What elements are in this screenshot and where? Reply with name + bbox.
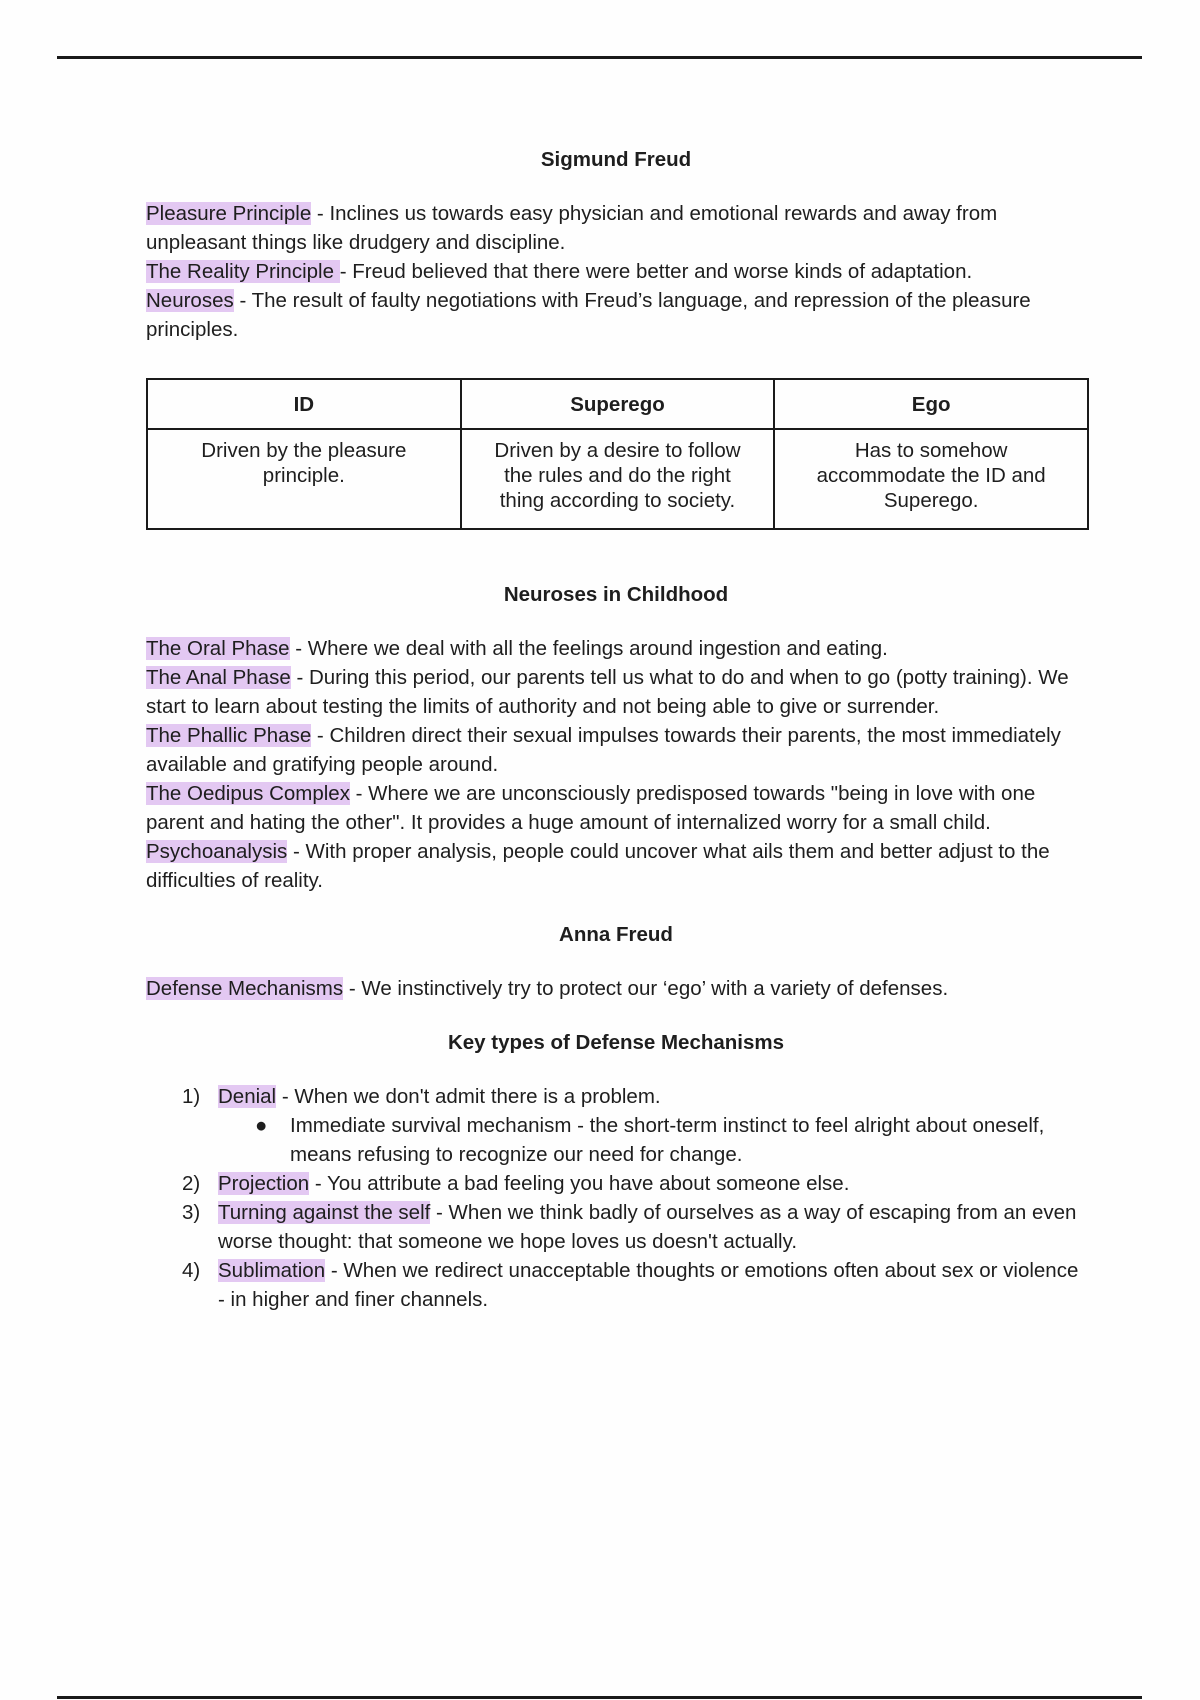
- header-ego: Ego: [774, 379, 1088, 429]
- list-item-projection: 2) Projection - You attribute a bad feeling you have about someone else.: [182, 1172, 850, 1195]
- id-superego-ego-table: [146, 378, 1089, 530]
- entry-pleasure-principle: Pleasure Principle - Inclines us towards easy physician and emotional rewards and away from unpleasant things like drudgery and discipline.: [146, 202, 998, 254]
- entry-oedipus-complex: The Oedipus Complex - Where we are unconsciously predisposed towards "being in love with one parent and hating the other". It provides a huge amount of internalized worry for a small child.: [146, 782, 1036, 834]
- list-item-turning-against-self: 3) Turning against the self - When we think badly of ourselves as a way of escaping from an even worse thought: that someone we hope loves us doesn't actually.: [182, 1201, 1077, 1253]
- heading-sigmund-freud: Sigmund Freud: [540, 148, 692, 171]
- term-highlight: Neuroses: [146, 289, 234, 312]
- document-body: [146, 145, 1086, 1314]
- bullet-icon: ●: [255, 1114, 268, 1137]
- term-highlight: The Phallic Phase: [146, 724, 312, 747]
- term-highlight: Psychoanalysis: [146, 840, 288, 863]
- term-highlight: The Reality Principle: [146, 260, 340, 283]
- term-highlight: Denial: [218, 1085, 277, 1108]
- list-item-denial: 1) Denial - When we don't admit there is a problem.: [182, 1085, 661, 1108]
- heading-key-defense-types: Key types of Defense Mechanisms: [447, 1031, 785, 1054]
- term-highlight: Defense Mechanisms: [146, 977, 344, 1000]
- sub-bullet-survival: ● Immediate survival mechanism - the short-term instinct to feel alright about oneself, means refusing to recognize our need for change.: [146, 1111, 1086, 1169]
- entry-reality-principle: The Reality Principle - Freud believed that there were better and worse kinds of adaptation.: [146, 260, 973, 283]
- cell-id: Driven by the pleasure principle.: [147, 429, 461, 529]
- cell-ego: Has to somehow accommodate the ID and Superego.: [774, 429, 1088, 529]
- entry-anal-phase: The Anal Phase - During this period, our parents tell us what to do and when to go (potty training). We start to learn about testing the limits of authority and not being able to give or surrender.: [146, 666, 1069, 718]
- cell-superego: Driven by a desire to follow the rules and do the right thing according to society.: [461, 429, 775, 529]
- entry-phallic-phase: The Phallic Phase - Children direct their sexual impulses towards their parents, the most immediately available and gratifying people around.: [146, 724, 1061, 776]
- term-highlight: Projection: [218, 1172, 310, 1195]
- heading-anna-freud: Anna Freud: [559, 923, 673, 946]
- term-highlight: The Anal Phase: [146, 666, 291, 689]
- term-highlight: Pleasure Principle: [146, 202, 312, 225]
- entry-oral-phase: The Oral Phase - Where we deal with all the feelings around ingestion and eating.: [146, 637, 888, 660]
- entry-neuroses: Neuroses - The result of faulty negotiations with Freud’s language, and repression of the pleasure principles.: [146, 289, 1031, 341]
- header-superego: Superego: [461, 379, 775, 429]
- term-highlight: The Oral Phase: [146, 637, 290, 660]
- header-id: ID: [147, 379, 461, 429]
- top-rule: [57, 56, 1142, 59]
- list-item-sublimation: 4) Sublimation - When we redirect unacceptable thoughts or emotions often about sex or violence - in higher and finer channels.: [182, 1259, 1079, 1311]
- entry-defense-mechanisms: Defense Mechanisms - We instinctively try to protect our ‘ego’ with a variety of defenses.: [146, 977, 949, 1000]
- term-highlight: The Oedipus Complex: [146, 782, 350, 805]
- term-highlight: Turning against the self: [218, 1201, 431, 1224]
- entry-psychoanalysis: Psychoanalysis - With proper analysis, people could uncover what ails them and better adjust to the difficulties of reality.: [146, 840, 1050, 892]
- term-highlight: Sublimation: [218, 1259, 326, 1282]
- bottom-rule: [57, 1696, 1142, 1699]
- defense-list: [146, 1082, 1086, 1314]
- heading-neuroses-childhood: Neuroses in Childhood: [503, 583, 729, 606]
